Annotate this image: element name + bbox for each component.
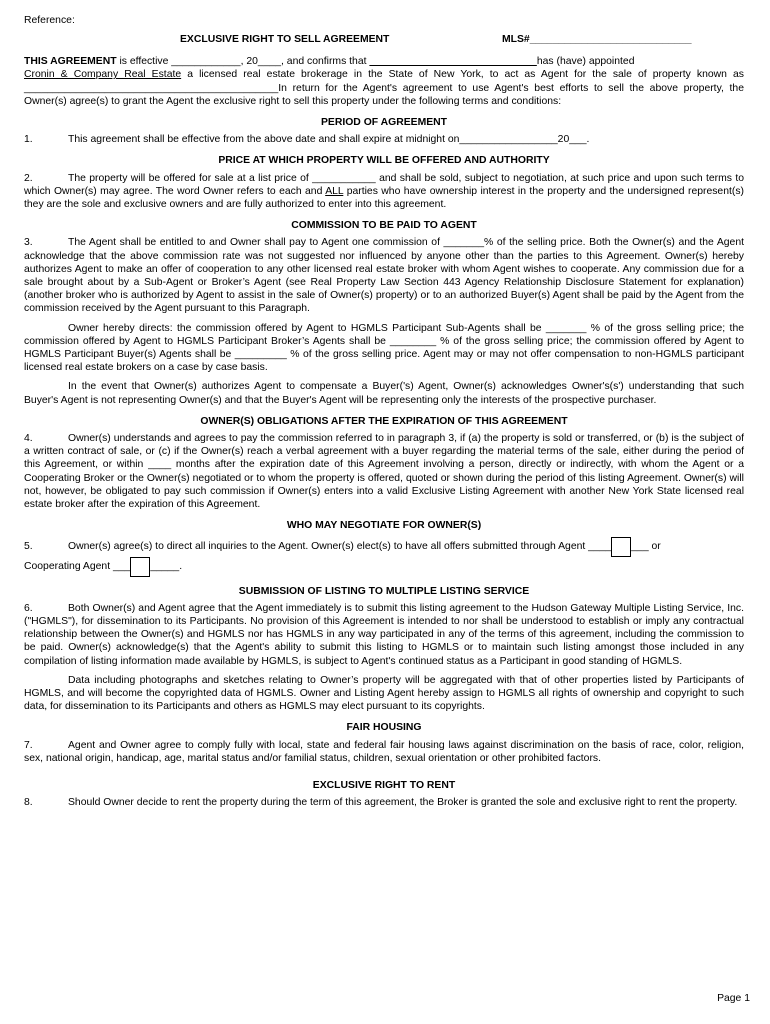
section-number: 1. [24, 134, 33, 146]
section-text: In the event that Owner(s) authorizes Agent to compensate a Buyer('s) Agent, Owner(s) acknowledges Owner's(s') understanding that such Buyer's Agent is not representing Owner(s) and that the Buyer's Agent will be representing only the interests of the prospective purchaser. [24, 381, 744, 406]
section-3-p2 [24, 322, 744, 375]
section-text: Data including photographs and sketches relating to Owner’s property will be aggregated with that of other properties listed by Participants of HGMLS, and will become the copyrighted data of HGMLS. Owner and Listing Agent hereby assign to HGMLS all rights of ownership and copyright to such data, for dissemination to its Participants and others as HGMLS may elect pursuant to its copyrights. [24, 674, 744, 713]
section-3-p3 [24, 380, 744, 406]
section-text: Owner(s) agree(s) to direct all inquiries to the Agent. Owner(s) elect(s) to have all offers submitted through Agent ____ [68, 540, 612, 552]
title-row [24, 33, 744, 47]
heading-period: PERIOD OF AGREEMENT [320, 117, 448, 129]
section-7 [24, 739, 744, 765]
section-text: Cooperating Agent ___ [24, 560, 131, 572]
mls-number-field[interactable]: MLS#____________________________ [502, 34, 692, 46]
section-number: 6. [24, 602, 33, 614]
heading-price: PRICE AT WHICH PROPERTY WILL BE OFFERED AND AUTHORITY [218, 155, 550, 167]
document-title: EXCLUSIVE RIGHT TO SELL AGREEMENT [180, 34, 390, 46]
cooperating-agent-checkbox[interactable] [130, 557, 150, 577]
section-text: Owner hereby directs: the commission offered by Agent to HGMLS Participant Sub-Agents shall be _______ % of the gross selling price; the commission offered by Agent to HGMLS Participant Broker’s Agents shall be ________ % of the gross selling price; the commission offered by Agent to HGMLS Participant Buyer(s) Agents shall be _________ % of the gross selling price. Agent may or may not offer compensation to non-HGMLS participant licensed real estate brokers on a case by case basis. [24, 322, 744, 374]
intro-text-b: has (have) appointed [536, 56, 635, 68]
section-text: Agent and Owner agree to comply fully with local, state and federal fair housing laws against discrimination on the basis of race, color, religion, sex, national origin, handicap, age, marital status and/or familial status, children, sexual orientation or other prohibited factors. [24, 739, 744, 764]
section-text: parties who have ownership interest in the property and the undersigned represent(s) they are the sole and exclusive owners and are fully authorized to enter into this agreement. [24, 185, 744, 211]
section-text: This agreement shall be effective from the above date and shall expire at midnight on_________________20___. [68, 134, 590, 146]
section-number: 8. [24, 797, 33, 809]
heading-obligations: OWNER(S) OBLIGATIONS AFTER THE EXPIRATION OF THIS AGREEMENT [200, 415, 568, 427]
section-3 [24, 236, 744, 315]
heading-mls: SUBMISSION OF LISTING TO MULTIPLE LISTING SERVICE [238, 585, 530, 597]
intro-paragraph [24, 55, 744, 108]
section-text: ___ or [631, 540, 661, 552]
heading-commission: COMMISSION TO BE PAID TO AGENT [291, 220, 477, 232]
section-5 [24, 537, 744, 577]
section-text: The Agent shall be entitled to and Owner shall pay to Agent one commission of _______% of the selling price. Both the Owner(s) and the Agent acknowledge that the above commission rate was not suggested nor influenced by anyone other than the parties to this Agreement. Owner(s) hereby authorizes Agent to make an offer of cooperation to any other licensed real estate broker with whom Agent wishes to cooperate. Any commission due for a sale brought about by a Sub-Agent or Broker’s Agent (see Real Property Law Section 443 Agency Relationship Disclosure Statement for explanation) (another broker who is authorized by Agent to assist in the sale of Owner(s) property) or to an authorized Buyer(s) Agent shall be paid by the Agent from the commission received by the Agent pursuant to this Paragraph. [24, 237, 744, 315]
document-page [24, 14, 744, 809]
section-number: 7. [24, 739, 33, 751]
all-emphasis: ALL [325, 185, 344, 197]
reference-label: Reference: [24, 15, 75, 26]
section-number: 5. [24, 540, 33, 552]
page-number: Page 1 [717, 993, 750, 1004]
section-number: 2. [24, 172, 33, 184]
section-text: Should Owner decide to rent the property during the term of this agreement, the Broker is granted the sole and exclusive right to rent the property. [68, 797, 738, 809]
section-number: 3. [24, 237, 33, 249]
section-1 [24, 133, 744, 146]
section-text: Owner(s) understands and agrees to pay the commission referred to in paragraph 3, if (a) the property is sold or transferred, or (b) is the subject of a written contract of sale, or (c) if the Owner(s) reach a verbal agreement with a buyer regarding the material terms of the sale, either during the period of this Agreement, or within ____ months after the expiration date of this Agreement involving a person, directly or indirectly, with whom the Agent or a Cooperating Broker or the Owner(s) negotiated or to whom the property is offered, quoted or shown during the period of this listing Agreement. Owner(s) will not, however, be obligated to pay such commission if Owner(s) enters into a valid Exclusive Listing Agreement with another New York State licensed real estate broker after the expiration of this Agreement. [24, 433, 744, 511]
section-text: _____. [150, 560, 183, 572]
heading-rent: EXCLUSIVE RIGHT TO RENT [312, 779, 456, 791]
section-6-p2 [24, 674, 744, 714]
heading-fair-housing: FAIR HOUSING [346, 722, 422, 734]
intro-text-d: ____________________________________________In return for the Agent's agreement to use Agent's best efforts to sell the above property, the Owner(s) agree(s) to grant the Agent the exclusive right to sell this property under the following terms and conditions: [24, 82, 744, 107]
agent-checkbox[interactable] [611, 537, 631, 557]
intro-lead: THIS AGREEMENT [24, 56, 117, 68]
section-text: The property will be offered for sale at a list price of ___________ and shall be sold, subject to negotiation, at such price and upon such terms to which Owner(s) may agree. The word Owner refers to each and [24, 172, 744, 197]
intro-text-c: a licensed real estate brokerage in the State of New York, to act as Agent for the sale of property known as [181, 69, 744, 81]
section-8 [24, 796, 744, 809]
company-name: Cronin & Company Real Estate [24, 69, 182, 81]
section-4 [24, 432, 744, 511]
intro-text-a: is effective ____________, 20____, and confirms that [116, 56, 370, 68]
owner-name-blank[interactable] [369, 56, 536, 67]
section-text: Both Owner(s) and Agent agree that the Agent immediately is to submit this listing agreement to the Hudson Gateway Multiple Listing Service, Inc. ("HGMLS"), for dissemination to its Participants. No provision of this Agreement is intended to nor shall be understood to establish or imply any contractual relationship between the Owner(s) and HGMLS nor has HGMLS in any way participated in any of the terms of this agreement, including the commission to be paid. Owner(s) acknowledge(s) that the Agent's ability to submit this listing to HGMLS or to maintain such listing amongst those included in any compilation of listing information made available by HGMLS, is subject to Agent's continued status as a Participant in good standing of HGMLS. [24, 602, 744, 667]
section-6 [24, 602, 744, 668]
section-2 [24, 172, 744, 212]
heading-negotiate: WHO MAY NEGOTIATE FOR OWNER(S) [286, 520, 482, 532]
section-number: 4. [24, 433, 33, 445]
